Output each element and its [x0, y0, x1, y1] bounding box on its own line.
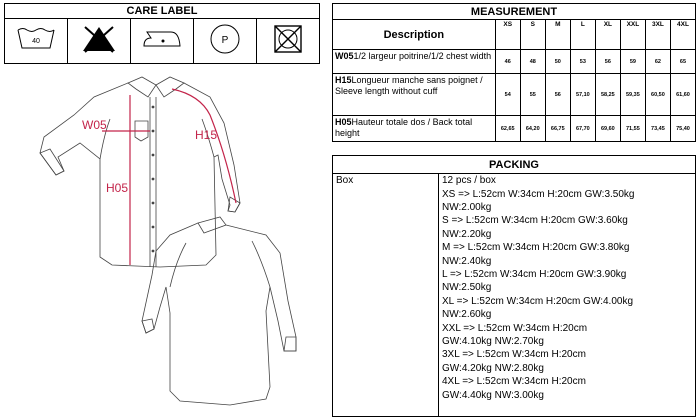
- packing-entry-line: L => L:52cm W:34cm H:20cm GW:3.90kg: [442, 268, 627, 280]
- packing-entry-s: [442, 214, 695, 241]
- value-cell: 46: [495, 50, 520, 74]
- size-header-3xl: 3XL: [645, 20, 670, 50]
- value-cell: 59: [620, 50, 645, 74]
- measurement-row-w05: [333, 50, 696, 74]
- w05-label: W05: [82, 118, 107, 132]
- packing-entry-line: S => L:52cm W:34cm H:20cm GW:3.60kg: [442, 215, 628, 227]
- value-cell: 57,10: [570, 74, 595, 116]
- value-cell: 62: [645, 50, 670, 74]
- care-label-title: CARE LABEL: [5, 4, 320, 19]
- packing-entry-4xl: [442, 375, 695, 402]
- value-cell: 58,25: [595, 74, 620, 116]
- wash-temperature: 40: [32, 37, 40, 45]
- row-description: Longueur manche sans poignet / Sleeve length without cuff: [335, 75, 483, 96]
- value-cell: 48: [520, 50, 545, 74]
- dry-clean-letter: P: [221, 34, 229, 46]
- packing-entry-line: GW:4.40kg NW:3.00kg: [442, 389, 544, 401]
- value-cell: 62,65: [495, 116, 520, 142]
- packing-entry-xl: [442, 295, 695, 322]
- row-code: H05: [335, 117, 352, 127]
- size-header-xs: XS: [495, 20, 520, 50]
- value-cell: 67,70: [570, 116, 595, 142]
- measurement-table: [332, 3, 696, 142]
- value-cell: 75,40: [670, 116, 695, 142]
- size-header-s: S: [520, 20, 545, 50]
- value-cell: 60,50: [645, 74, 670, 116]
- packing-entry-line: XXL => L:52cm W:34cm H:20cm: [442, 322, 588, 334]
- packing-entry-line: NW:2.50kg: [442, 282, 492, 294]
- value-cell: 53: [570, 50, 595, 74]
- packing-entry-3xl: [442, 348, 695, 375]
- h15-line: [172, 89, 236, 203]
- shirt-back-drawing: [142, 217, 296, 405]
- packing-intro: 12 pcs / box: [442, 175, 496, 186]
- value-cell: 64,20: [520, 116, 545, 142]
- value-cell: 65: [670, 50, 695, 74]
- packing-entry-l: [442, 268, 695, 295]
- packing-table: [332, 155, 696, 417]
- packing-entry-line: 3XL => L:52cm W:34cm H:20cm: [442, 349, 586, 361]
- shirt-technical-drawing: [30, 75, 330, 420]
- h15-label: H15: [195, 128, 218, 142]
- dry-clean-p-icon: [194, 19, 257, 64]
- value-cell: 56: [545, 74, 570, 116]
- packing-entry-line: XS => L:52cm W:34cm H:20cm GW:3.50kg: [442, 188, 635, 200]
- value-cell: 59,35: [620, 74, 645, 116]
- size-header-m: M: [545, 20, 570, 50]
- packing-entry-xs: [442, 188, 695, 215]
- no-tumble-dry-icon: [257, 19, 320, 64]
- measurement-row-h15: [333, 74, 696, 116]
- measurement-title: MEASUREMENT: [333, 4, 696, 20]
- packing-entry-line: XL => L:52cm W:34cm H:20cm GW:4.00kg: [442, 295, 634, 307]
- row-code: H15: [335, 75, 352, 85]
- packing-entry-line: NW:2.00kg: [442, 201, 492, 213]
- packing-entry-xxl: [442, 322, 695, 349]
- packing-entry-line: GW:4.10kg NW:2.70kg: [442, 335, 544, 347]
- care-label-table: [4, 3, 320, 64]
- packing-entry-line: NW:2.60kg: [442, 309, 492, 321]
- wash-40-icon: [5, 19, 68, 64]
- value-cell: 71,55: [620, 116, 645, 142]
- packing-entry-line: NW:2.20kg: [442, 228, 492, 240]
- size-header-xxl: XXL: [620, 20, 645, 50]
- packing-entry-line: GW:4.20kg NW:2.80kg: [442, 362, 544, 374]
- packing-entry-line: NW:2.40kg: [442, 255, 492, 267]
- value-cell: 61,60: [670, 74, 695, 116]
- value-cell: 50: [545, 50, 570, 74]
- value-cell: 54: [495, 74, 520, 116]
- size-header-l: L: [570, 20, 595, 50]
- value-cell: 69,60: [595, 116, 620, 142]
- h05-label: H05: [106, 181, 129, 195]
- row-description: Hauteur totale dos / Back total height: [335, 117, 473, 138]
- row-description: 1/2 largeur poitrine/1/2 chest width: [353, 51, 492, 61]
- packing-entry-line: M => L:52cm W:34cm H:20cm GW:3.80kg: [442, 242, 630, 254]
- packing-title: PACKING: [333, 156, 695, 174]
- size-header-4xl: 4XL: [670, 20, 695, 50]
- description-header: Description: [333, 20, 496, 50]
- value-cell: 66,75: [545, 116, 570, 142]
- packing-entry-m: [442, 241, 695, 268]
- packing-type: Box: [333, 173, 439, 416]
- value-cell: 55: [520, 74, 545, 116]
- value-cell: 73,45: [645, 116, 670, 142]
- no-bleach-icon: [68, 19, 131, 64]
- packing-entry-line: 4XL => L:52cm W:34cm H:20cm: [442, 376, 586, 388]
- measurement-row-h05: [333, 116, 696, 142]
- packing-details: [439, 173, 695, 416]
- shirt-front-drawing: [40, 77, 240, 267]
- iron-one-dot-icon: [131, 19, 194, 64]
- value-cell: 56: [595, 50, 620, 74]
- row-code: W05: [335, 51, 354, 61]
- shirt-buttons: [152, 106, 155, 253]
- size-header-xl: XL: [595, 20, 620, 50]
